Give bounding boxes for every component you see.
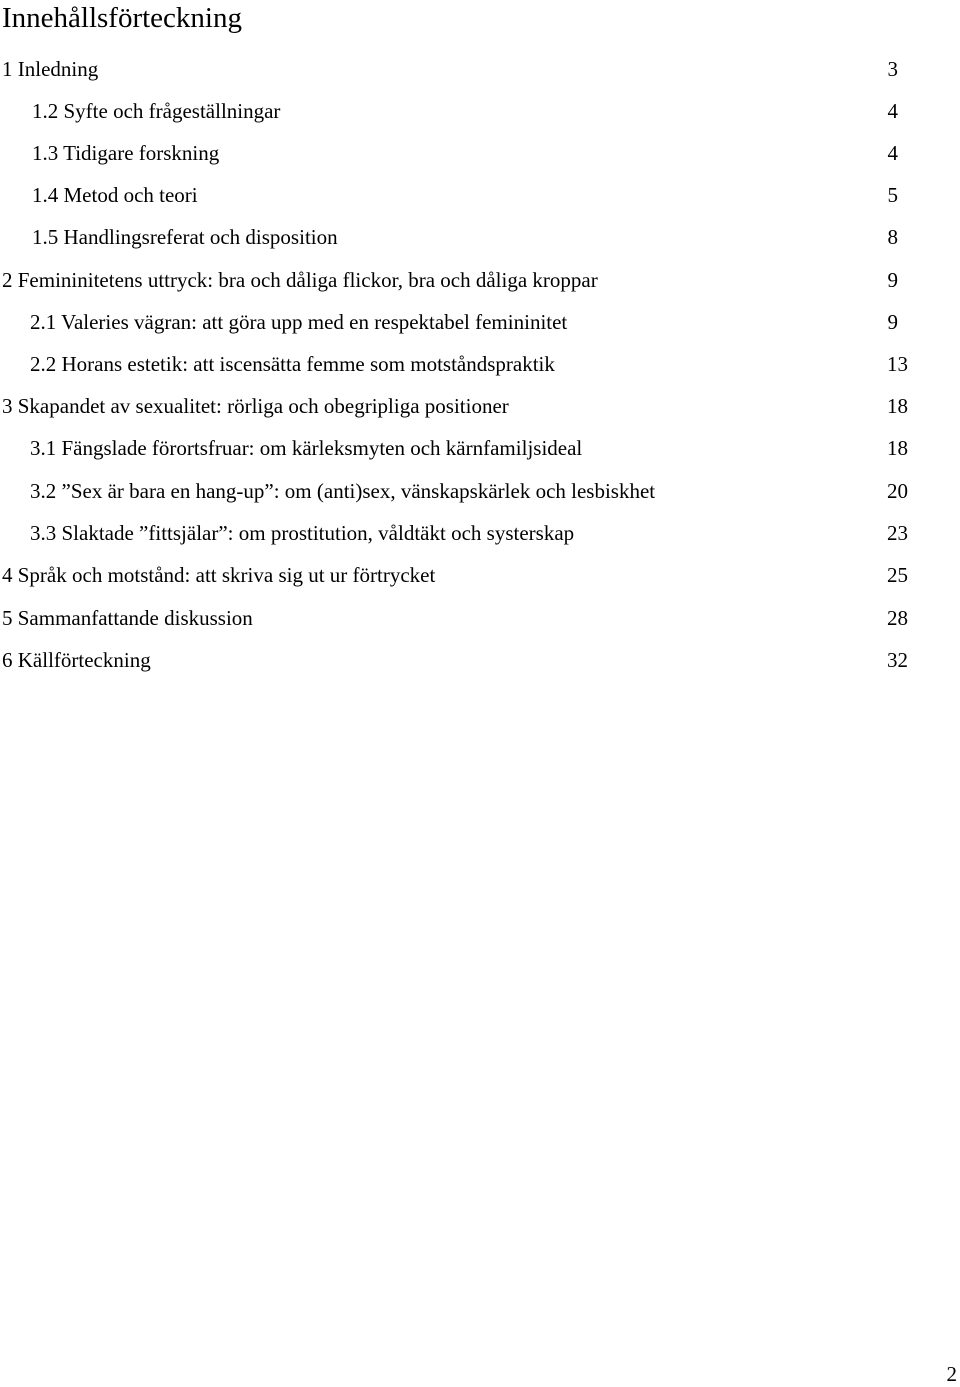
toc-entry-metod xyxy=(0,174,960,216)
toc-entry-handlingsreferat xyxy=(0,216,960,258)
toc-entry-title: 2.1 Valeries vägran: att göra upp med en respektabel femininitet xyxy=(30,310,568,334)
toc-entry-tidigare-forskning xyxy=(0,132,960,174)
page-number: 2 xyxy=(946,1362,957,1386)
toc-entry-page: 28 xyxy=(887,606,908,630)
toc-entry-sprak-och-motstand xyxy=(0,554,960,596)
toc-entry-page: 18 xyxy=(887,394,908,418)
toc-entry-page: 13 xyxy=(887,352,908,376)
toc-entry-title: 3.1 Fängslade förortsfruar: om kärleksmyten och kärnfamiljsideal xyxy=(30,436,583,460)
toc-entry-page: 23 xyxy=(887,521,908,545)
toc-entry-title: 2.2 Horans estetik: att iscensätta femme som motståndspraktik xyxy=(30,352,555,376)
toc-entry-title: 1 Inledning xyxy=(2,57,99,81)
page-title: Innehållsförteckning xyxy=(2,2,242,34)
toc-entry-page: 25 xyxy=(887,563,908,587)
toc-entry-page: 8 xyxy=(887,225,898,249)
toc-entry-title: 1.4 Metod och teori xyxy=(32,183,198,207)
toc-entry-title: 3.3 Slaktade ”fittsjälar”: om prostitution, våldtäkt och systerskap xyxy=(30,521,575,545)
toc-entry-title: 3.2 ”Sex är bara en hang-up”: om (anti)sex, vänskapskärlek och lesbiskhet xyxy=(30,479,656,503)
toc-entry-page: 9 xyxy=(887,268,898,292)
toc-entry-title: 1.5 Handlingsreferat och disposition xyxy=(32,225,338,249)
toc-entry-page: 3 xyxy=(887,57,898,81)
toc-entry-page: 32 xyxy=(887,648,908,672)
toc-entry-title: 1.2 Syfte och frågeställningar xyxy=(32,99,281,123)
toc-entry-page: 4 xyxy=(887,99,898,123)
toc-entry-title: 4 Språk och motstånd: att skriva sig ut ur förtrycket xyxy=(2,563,436,587)
toc-entry-page: 18 xyxy=(887,436,908,460)
toc-entry-fangslade-fororsfruar xyxy=(0,427,960,469)
toc-entry-sex-ar-bara xyxy=(0,470,960,512)
toc-entry-page: 20 xyxy=(887,479,908,503)
toc-entry-horans-estetik xyxy=(0,343,960,385)
toc-entry-skapandet-av-sexualitet xyxy=(0,385,960,427)
toc-entry-title: 5 Sammanfattande diskussion xyxy=(2,606,253,630)
toc-entry-inledning xyxy=(0,48,960,90)
toc-entry-title: 2 Femininitetens uttryck: bra och dåliga flickor, bra och dåliga kroppar xyxy=(2,268,598,292)
toc-entry-slaktade-fittsjalar xyxy=(0,512,960,554)
toc-entry-page: 4 xyxy=(887,141,898,165)
toc-entry-page: 5 xyxy=(887,183,898,207)
toc-entry-title: 6 Källförteckning xyxy=(2,648,151,672)
toc-entry-valeries-vagran xyxy=(0,301,960,343)
toc-entry-femininitetens-uttryck xyxy=(0,259,960,301)
toc-entry-syfte xyxy=(0,90,960,132)
toc-entry-title: 3 Skapandet av sexualitet: rörliga och obegripliga positioner xyxy=(2,394,509,418)
toc-entry-title: 1.3 Tidigare forskning xyxy=(32,141,220,165)
toc-entry-sammanfattande-diskussion xyxy=(0,597,960,639)
toc-entry-kallforteckning xyxy=(0,639,960,681)
toc-entry-page: 9 xyxy=(887,310,898,334)
